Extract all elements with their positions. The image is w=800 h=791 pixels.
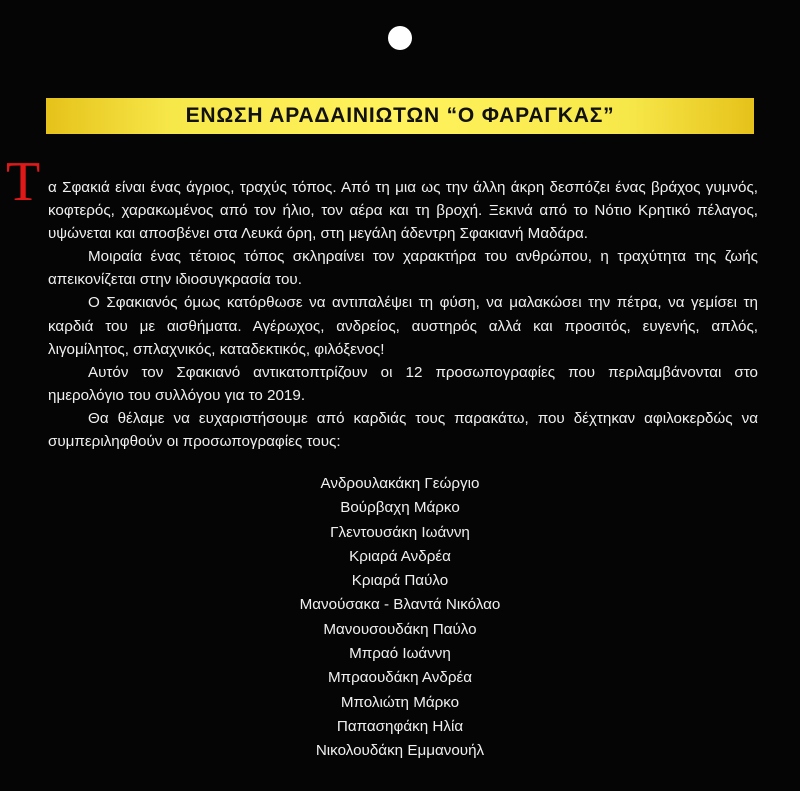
list-item: Νικολουδάκη Εμμανουήλ (315, 742, 485, 760)
list-item: Μπολιώτη Μάρκο (340, 693, 460, 711)
list-item: Κριαρά Παύλο (351, 572, 449, 590)
names-list (200, 472, 600, 764)
list-item: Ανδρουλακάκη Γεώργιο (320, 475, 480, 492)
paragraph-4: Αυτόν τον Σφακιανό αντικατοπτρίζουν οι 12 προσωπογραφίες που περιλαμβάνονται στο ημερολόγιο του συλλόγου για το 2019. (48, 363, 758, 404)
list-item: Γλεντουσάκη Ιωάννη (330, 523, 470, 541)
list-item: Μανουσουδάκη Παύλο (323, 620, 477, 638)
page-title: ΕΝΩΣΗ ΑΡΑΔΑΙΝΙΩΤΩΝ “Ο ΦΑΡΑΓΚΑΣ” (185, 104, 615, 127)
paragraph-1 (6, 151, 758, 245)
intro-text (6, 151, 758, 453)
list-item: Κριαρά Ανδρέα (349, 547, 451, 565)
list-item: Βούρβαχη Μάρκο (340, 499, 460, 517)
drop-cap: Τ (6, 151, 41, 213)
list-item: Παπασηφάκη Ηλία (336, 717, 464, 735)
paragraph-1-text: α Σφακιά είναι ένας άγριος, τραχύς τόπος. Από τη μια ως την άλλη άκρη δεσπόζει ένας βράχος γυμνός, κοφτερός, χαρακωμένος από τον ήλιο, τον αέρα και τη βροχή. Ξεκινά από το Νότιο Κρητικό πέλαγος, υψώνεται και αποσβένει στα Λευκά όρη, στη μεγάλη άδεντρη Σφακιανή Μαδάρα. (48, 179, 758, 243)
list-item: Μπραουδάκη Ανδρέα (327, 669, 473, 687)
list-item: Μπραό Ιωάννη (349, 645, 451, 663)
list-item: Μανούσακα - Βλαντά Νικόλαο (299, 596, 501, 614)
paragraph-5: Θα θέλαμε να ευχαριστήσουμε από καρδιάς τους παρακάτω, που δέχτηκαν αφιλοκερδώς να συμπεριληφθούν οι προσωπογραφίες τους: (48, 409, 758, 451)
punch-hole (388, 26, 412, 50)
paragraph-3: Ο Σφακιανός όμως κατόρθωσε να αντιπαλέψει τη φύση, να μαλακώσει την πέτρα, να γεμίσει τη καρδιά του με αισθήματα. Αγέρωχος, ανδρείος, αυστηρός αλλά και προσιτός, ευγενής, απλός, λιγομίλητος, σπλαχνικός, καταδεκτικός, φιλόξενος! (48, 294, 758, 358)
paragraph-2: Μοιραία ένας τέτοιος τόπος σκληραίνει τον χαρακτήρα του ανθρώπου, η τραχύτητα της ζωής απεικονίζεται στην ιδιοσυγκρασία του. (48, 248, 758, 289)
title-banner (46, 98, 754, 134)
